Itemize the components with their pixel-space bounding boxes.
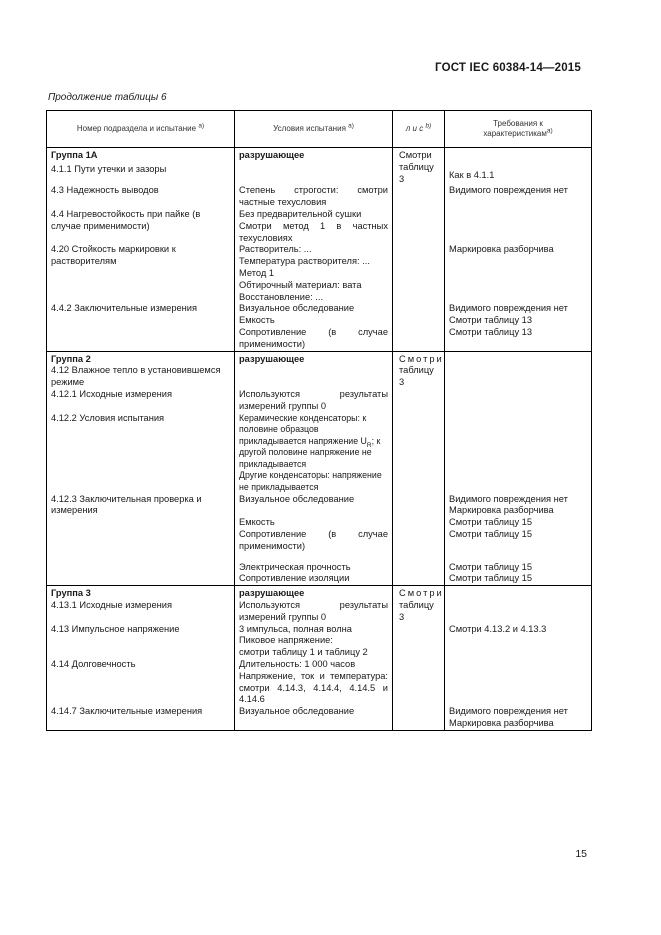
table-row: Обтирочный материал: вата (47, 280, 592, 292)
table-row (47, 148, 592, 165)
table-row: Емкость Смотри таблицу 13 (47, 315, 592, 327)
document-code: ГОСТ IEC 60384-14—2015 (435, 62, 581, 74)
table-row: 4.12.3 Заключительная проверка и измерения Визуальное обследование Видимого повреждения нет Маркировка разборчива (47, 494, 592, 518)
table-row: Электрическая прочность Смотри таблицу 15 (47, 562, 592, 574)
table-row: Другие конденсаторы: напряжение не прикладывается (47, 470, 592, 494)
lis-reference: Смотри таблицу 3 (393, 148, 445, 186)
test-conditions-table (46, 110, 592, 731)
table-row (47, 586, 592, 600)
lis-reference: Смотри таблицу 3 (393, 351, 445, 389)
lis-reference: Смотри таблицу 3 (393, 586, 445, 624)
group-title: Группа 3 (47, 586, 235, 600)
table-row: 4.12 Влажное тепло в установившемся режиме (47, 365, 592, 389)
table-row: Емкость Смотри таблицу 15 (47, 517, 592, 529)
table-row: 4.13 Импульсное напряжение 3 импульса, полная волна Смотри 4.13.2 и 4.13.3 (47, 624, 592, 636)
header-requirements: Требования к характеристикам$^{а)}$ (445, 111, 592, 148)
group-title: Группа 1А (47, 148, 235, 165)
group-conditions-title: разрушающее (235, 586, 393, 600)
table-row: 4.12.2 Условия испытания Керамические конденсаторы: к половине образцов прикладывается напряжение $U_R$; к другой половине напряжение не прикладывается (47, 413, 592, 471)
table-row: 4.3 Надежность выводов Степень строгости: смотри частные техусловия Видимого повреждения нет (47, 185, 592, 209)
table-row: Напряжение, ток и температура: смотри 4.14.3, 4.14.4, 4.14.5 и 4.14.6 (47, 671, 592, 706)
header-test-conditions: Условия испытания $^{а)}$ (235, 111, 393, 148)
table-row: Сопротивление (в случае применимости) Смотри таблицу 15 (47, 529, 592, 562)
header-lis: л и с $^{b)}$ (393, 111, 445, 148)
table-row: 4.4.2 Заключительные измерения Визуальное обследование Видимого повреждения нет (47, 303, 592, 315)
table-row: 4.12.1 Исходные измерения Используются результаты измерений группы 0 (47, 389, 592, 413)
table-row: 4.4 Нагревостойкость при пайке (в случае применимости) Без предварительной сушки Смотри метод 1 в частных техусловиях (47, 209, 592, 244)
table-row (47, 351, 592, 365)
group-conditions-title: разрушающее (235, 351, 393, 365)
table-row: 4.20 Стойкость маркировки к растворителям Растворитель: ... Температура растворителя: ... Метод 1 Маркировка разборчива (47, 244, 592, 279)
table-row: Восстановление: ... (47, 292, 592, 304)
table-header-row (47, 111, 592, 148)
group-title: Группа 2 (47, 351, 235, 365)
header-test-number: Номер подраздела и испытание $^{а)}$ (47, 111, 235, 148)
page-number: 15 (575, 848, 587, 860)
table-row: Пиковое напряжение: смотри таблицу 1 и таблицу 2 (47, 635, 592, 659)
table-row: Сопротивление (в случае применимости) Смотри таблицу 13 (47, 327, 592, 351)
group-conditions-title: разрушающее (235, 148, 393, 165)
table-row: 4.14.7 Заключительные измерения Визуальное обследование Видимого повреждения нет Маркировка разборчива (47, 706, 592, 730)
table-row: 4.1.1 Пути утечки и зазоры Как в 4.1.1 (47, 164, 592, 185)
table-caption: Продолжение таблицы 6 (48, 92, 167, 103)
table-row: Сопротивление изоляции Смотри таблицу 15 (47, 573, 592, 585)
table-row: 4.13.1 Исходные измерения Используются результаты измерений группы 0 (47, 600, 592, 624)
table-row: 4.14 Долговечность Длительность: 1 000 часов (47, 659, 592, 671)
